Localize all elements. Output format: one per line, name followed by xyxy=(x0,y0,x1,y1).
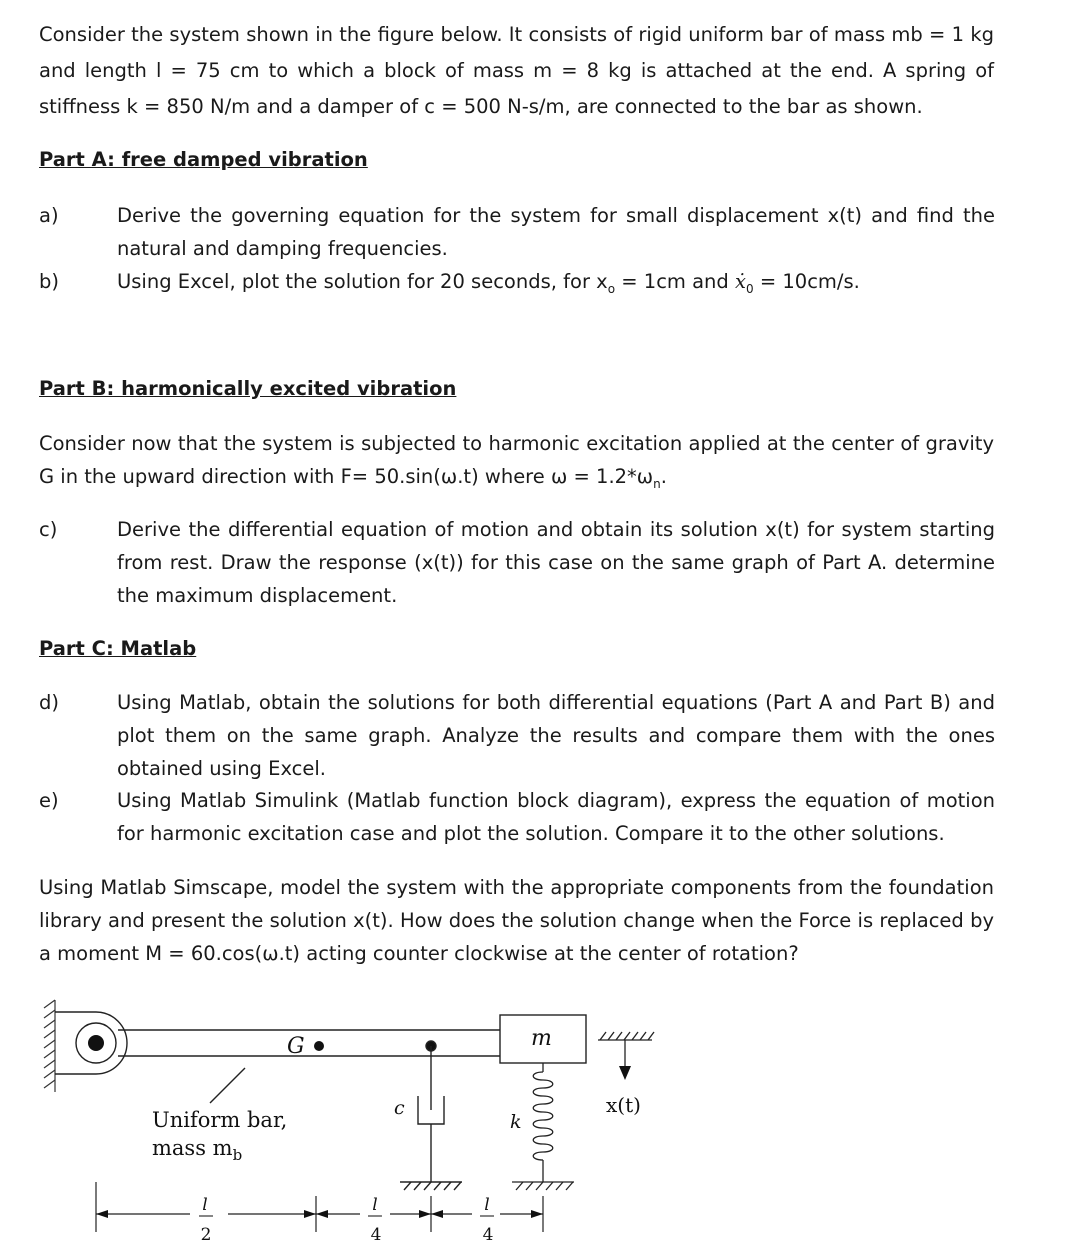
intro-paragraph: Consider the system shown in the figure below. It consists of rigid uniform bar of mass mb = 1 kg and length l = 75 cm to which a block of mass m = 8 kg is attached at the end. A spring of stiffness k = 850 N/m and a damper of c = 500 N-s/m, are connected to the bar as shown. xyxy=(39,23,994,118)
list-item-b xyxy=(39,265,995,301)
subscript: n xyxy=(653,476,661,491)
part-b-paragraph xyxy=(39,427,994,501)
subscript: 0 xyxy=(746,281,754,296)
bar-label-line2 xyxy=(152,1136,242,1164)
bar-label-text: mass m xyxy=(152,1136,233,1160)
bar-label-sub: b xyxy=(232,1146,243,1164)
part-b-heading: Part B: harmonically excited vibration xyxy=(39,377,457,400)
label-k: k xyxy=(510,1111,522,1133)
dim1-num: l xyxy=(202,1195,208,1215)
item-text: Using Matlab, obtain the solutions for both differential equations (Part A and Part B) and plot them on the same graph. Analyze the results and compare them with the ones obtained using Excel. xyxy=(117,691,995,780)
damper xyxy=(400,1041,462,1190)
dimension-line xyxy=(96,1182,543,1232)
paragraph-text: . xyxy=(660,465,667,488)
item-marker: b) xyxy=(39,270,59,293)
item-text-part: = 10cm/s. xyxy=(753,270,860,293)
subscript: o xyxy=(607,281,616,296)
dim3-num: l xyxy=(484,1195,490,1215)
label-x: x(t) xyxy=(606,1093,641,1117)
item-text-part: Using Excel, plot the solution for 20 seconds, for x xyxy=(117,270,608,293)
item-text xyxy=(117,265,995,306)
list-item-c xyxy=(39,513,995,613)
bar-label-line1: Uniform bar, xyxy=(152,1108,288,1132)
dim2-num: l xyxy=(372,1195,378,1215)
list-item-d xyxy=(39,686,995,786)
list-item-e xyxy=(39,784,995,854)
item-marker: c) xyxy=(39,518,58,541)
wall-support xyxy=(44,1000,55,1092)
item-text: Derive the differential equation of motion and obtain its solution x(t) for system starting from rest. Draw the response (x(t)) for this case on the same graph of Part A. determine the maximum displacement. xyxy=(117,518,995,607)
item-marker: d) xyxy=(39,691,59,714)
pivot-icon xyxy=(88,1035,104,1051)
list-item-a xyxy=(39,199,995,269)
dim1-den: 2 xyxy=(200,1225,212,1245)
label-c: c xyxy=(394,1097,405,1119)
paragraph-text: Consider now that the system is subjected to harmonic excitation applied at the center of gravity G in the upward direction with F= 50.sin(ω.t) where ω = 1.2*ω xyxy=(39,432,994,488)
uniform-bar xyxy=(118,1030,500,1056)
dim3-den: 4 xyxy=(482,1225,494,1245)
pointer-line xyxy=(210,1068,245,1103)
item-marker: e) xyxy=(39,789,59,812)
xdot-symbol: ẋ xyxy=(735,270,746,293)
item-marker: a) xyxy=(39,204,59,227)
item-text: Using Matlab Simulink (Matlab function block diagram), express the equation of motion for harmonic excitation case and plot the solution. Compare it to the other solutions. xyxy=(117,789,995,845)
system-diagram xyxy=(0,990,1065,1255)
simscape-paragraph: Using Matlab Simscape, model the system with the appropriate components from the foundation library and present the solution x(t). How does the solution change when the Force is replaced by a moment M = 60.cos(ω.t) acting counter clockwise at the center of rotation? xyxy=(39,876,994,965)
part-a-heading: Part A: free damped vibration xyxy=(39,148,368,171)
label-m: m xyxy=(531,1026,552,1051)
item-text-part: = 1cm and xyxy=(615,270,735,293)
item-text: Derive the governing equation for the system for small displacement x(t) and find the natural and damping frequencies. xyxy=(117,204,995,260)
arrowhead-icon xyxy=(619,1066,631,1080)
part-c-heading: Part C: Matlab xyxy=(39,637,197,660)
dim2-den: 4 xyxy=(370,1225,382,1245)
label-g: G xyxy=(287,1034,305,1059)
cg-dot-icon xyxy=(314,1041,324,1051)
